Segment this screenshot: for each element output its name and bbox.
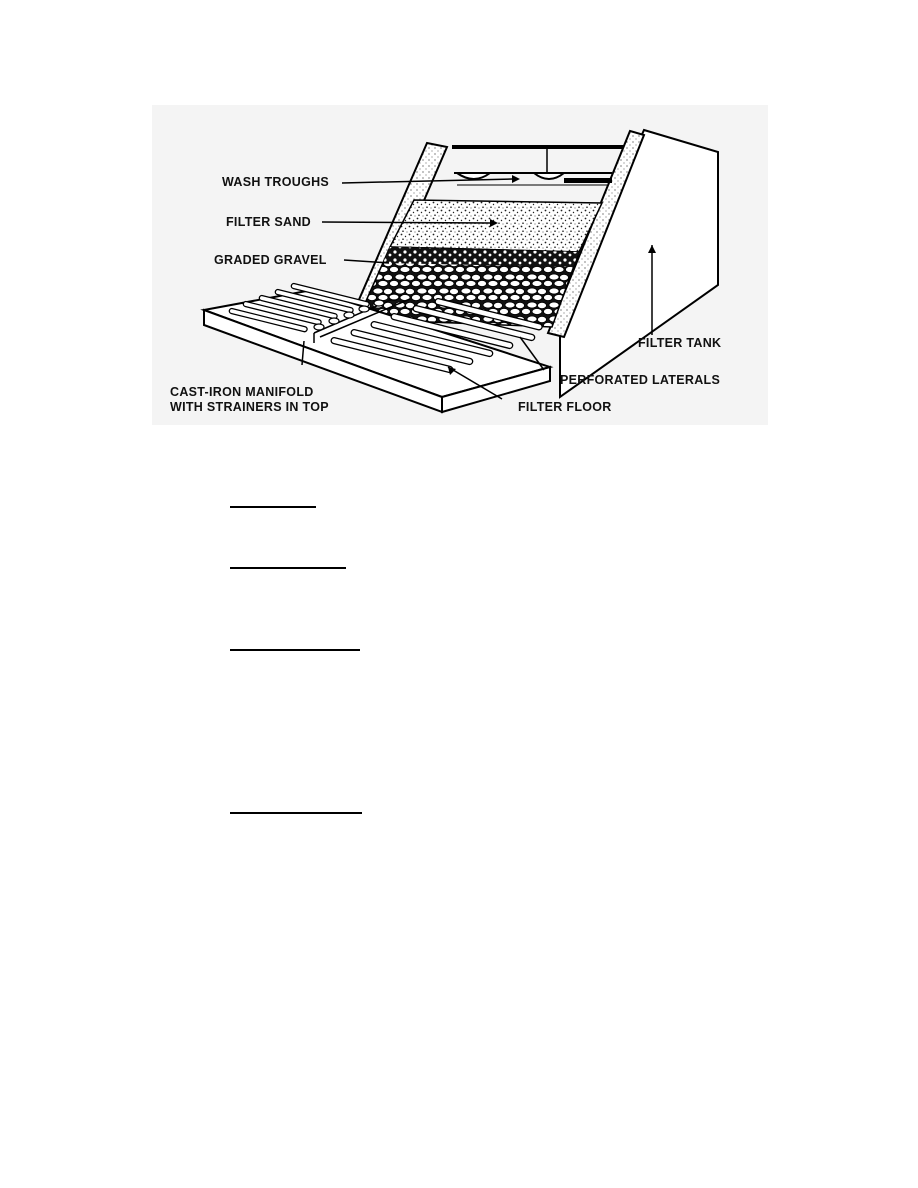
filter-cutaway-diagram <box>152 105 768 425</box>
label-filter-tank: FILTER TANK <box>638 336 722 350</box>
label-perforated-laterals: PERFORATED LATERALS <box>560 373 721 387</box>
heading-underline-4 <box>230 812 362 814</box>
label-filter-sand: FILTER SAND <box>226 215 312 229</box>
label-filter-floor: FILTER FLOOR <box>518 400 612 414</box>
label-manifold-line2: WITH STRAINERS IN TOP <box>170 400 329 414</box>
heading-underline-2 <box>230 567 346 569</box>
heading-underline-1 <box>230 506 316 508</box>
label-manifold-line1: CAST-IRON MANIFOLD <box>170 385 314 399</box>
label-wash-troughs: WASH TROUGHS <box>222 175 330 189</box>
heading-underline-3 <box>230 649 360 651</box>
label-graded-gravel: GRADED GRAVEL <box>214 253 327 267</box>
